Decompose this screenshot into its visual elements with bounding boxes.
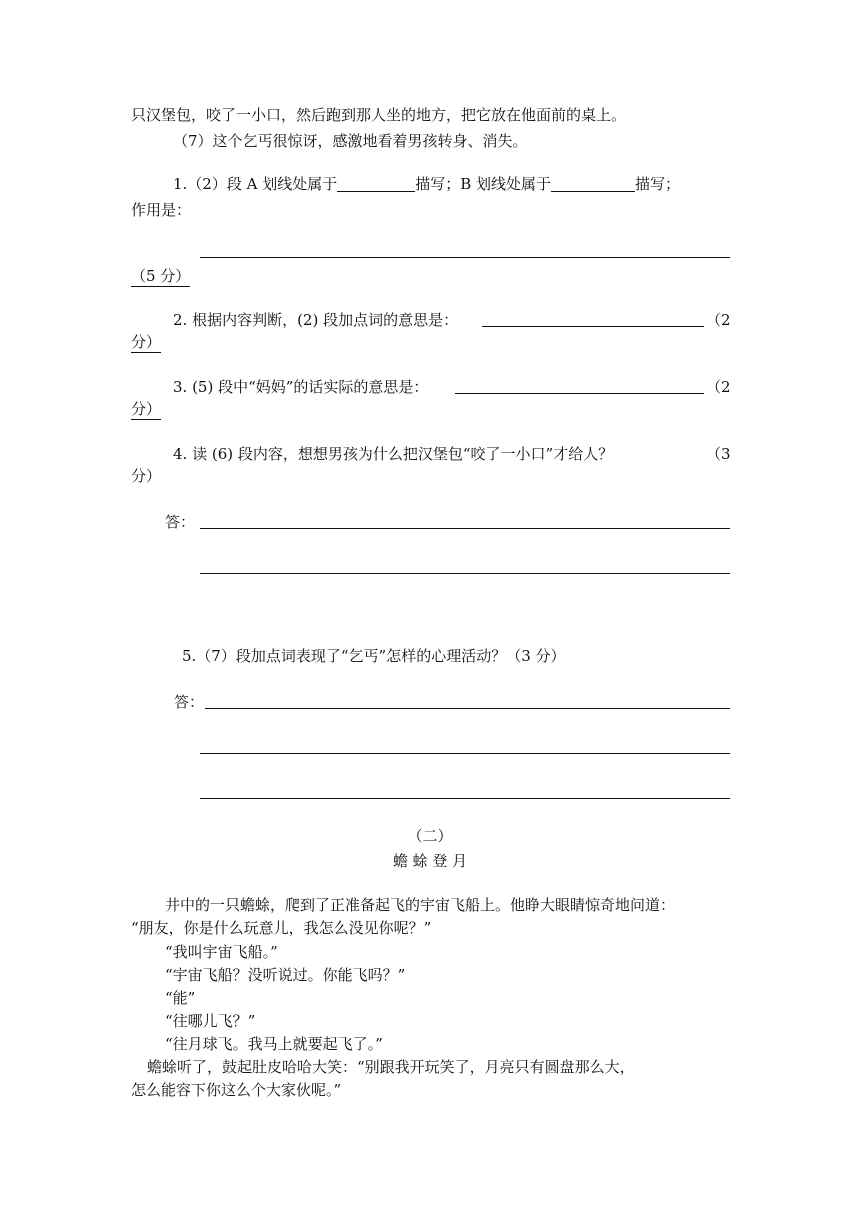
question-3-score-a: （2 (706, 378, 731, 396)
dialogue-line-1: “我叫宇宙飞船。” (165, 943, 278, 961)
story-line-1: 只汉堡包，咬了一小口，然后跑到那人坐的地方，把它放在他面前的桌上。 (131, 106, 627, 124)
question-1-text-a: 1.（2）段 A 划线处属于 (173, 175, 338, 193)
answer-line-q2[interactable] (482, 326, 704, 327)
dialogue-line-5: “往月球飞。我马上就要起飞了。” (165, 1035, 383, 1053)
answer-blank-b[interactable] (551, 175, 635, 192)
dialogue-line-4: “往哪儿飞？” (165, 1012, 256, 1030)
answer-line-q1[interactable] (200, 257, 730, 258)
question-1-text-b: 描写；B 划线处属于 (415, 175, 552, 193)
passage-line-1: 井中的一只蟾蜍，爬到了正准备起飞的宇宙飞船上。他睁大眼睛惊奇地问道： (165, 896, 676, 914)
dialogue-line-3: “能” (165, 989, 196, 1007)
question-1-continuation: 作用是： (131, 201, 192, 219)
passage-line-2: “朋友，你是什么玩意儿，我怎么没见你呢？” (131, 919, 432, 937)
question-5: 5.（7）段加点词表现了“乞丐”怎样的心理活动？（3 分） (182, 647, 566, 665)
question-3-score-b: 分） (131, 400, 162, 418)
answer-line-q5-2[interactable] (200, 753, 730, 754)
answer-label-q5: 答： (174, 693, 205, 711)
passage-line-3: 蟾蜍听了，鼓起肚皮哈哈大笑：“别跟我开玩笑了，月亮只有圆盘那么大， (147, 1058, 635, 1076)
question-1-text-c: 描写； (635, 175, 681, 193)
answer-line-q4-1[interactable] (200, 528, 730, 529)
answer-line-q5-3[interactable] (200, 798, 730, 799)
answer-label-q4: 答： (165, 513, 196, 531)
question-2-score-a: （2 (706, 311, 731, 329)
question-3: 3. (5) 段中“妈妈”的话实际的意思是： (173, 378, 429, 396)
question-4-score-a: （3 (706, 445, 731, 463)
passage-line-4: 怎么能容下你这么个大家伙呢。” (131, 1081, 342, 1099)
section-title: 蟾 蜍 登 月 (392, 852, 468, 870)
answer-blank-a[interactable] (337, 175, 415, 192)
story-line-2: （7）这个乞丐很惊讶，感激地看着男孩转身、消失。 (173, 132, 528, 150)
answer-line-q3[interactable] (455, 393, 704, 394)
section-number: （二） (407, 827, 453, 845)
question-1 (173, 174, 680, 194)
question-1-score: （5 分） (131, 267, 191, 285)
answer-line-q5-1[interactable] (205, 708, 730, 709)
question-2: 2. 根据内容判断，(2) 段加点词的意思是： (173, 311, 459, 329)
question-4: 4. 读 (6) 段内容，想想男孩为什么把汉堡包“咬了一小口”才给人？ (173, 445, 614, 463)
question-2-score-b: 分） (131, 333, 162, 351)
answer-line-q4-2[interactable] (200, 573, 730, 574)
question-4-score-b: 分） (131, 467, 162, 485)
dialogue-line-2: “宇宙飞船？没听说过。你能飞吗？” (165, 966, 406, 984)
